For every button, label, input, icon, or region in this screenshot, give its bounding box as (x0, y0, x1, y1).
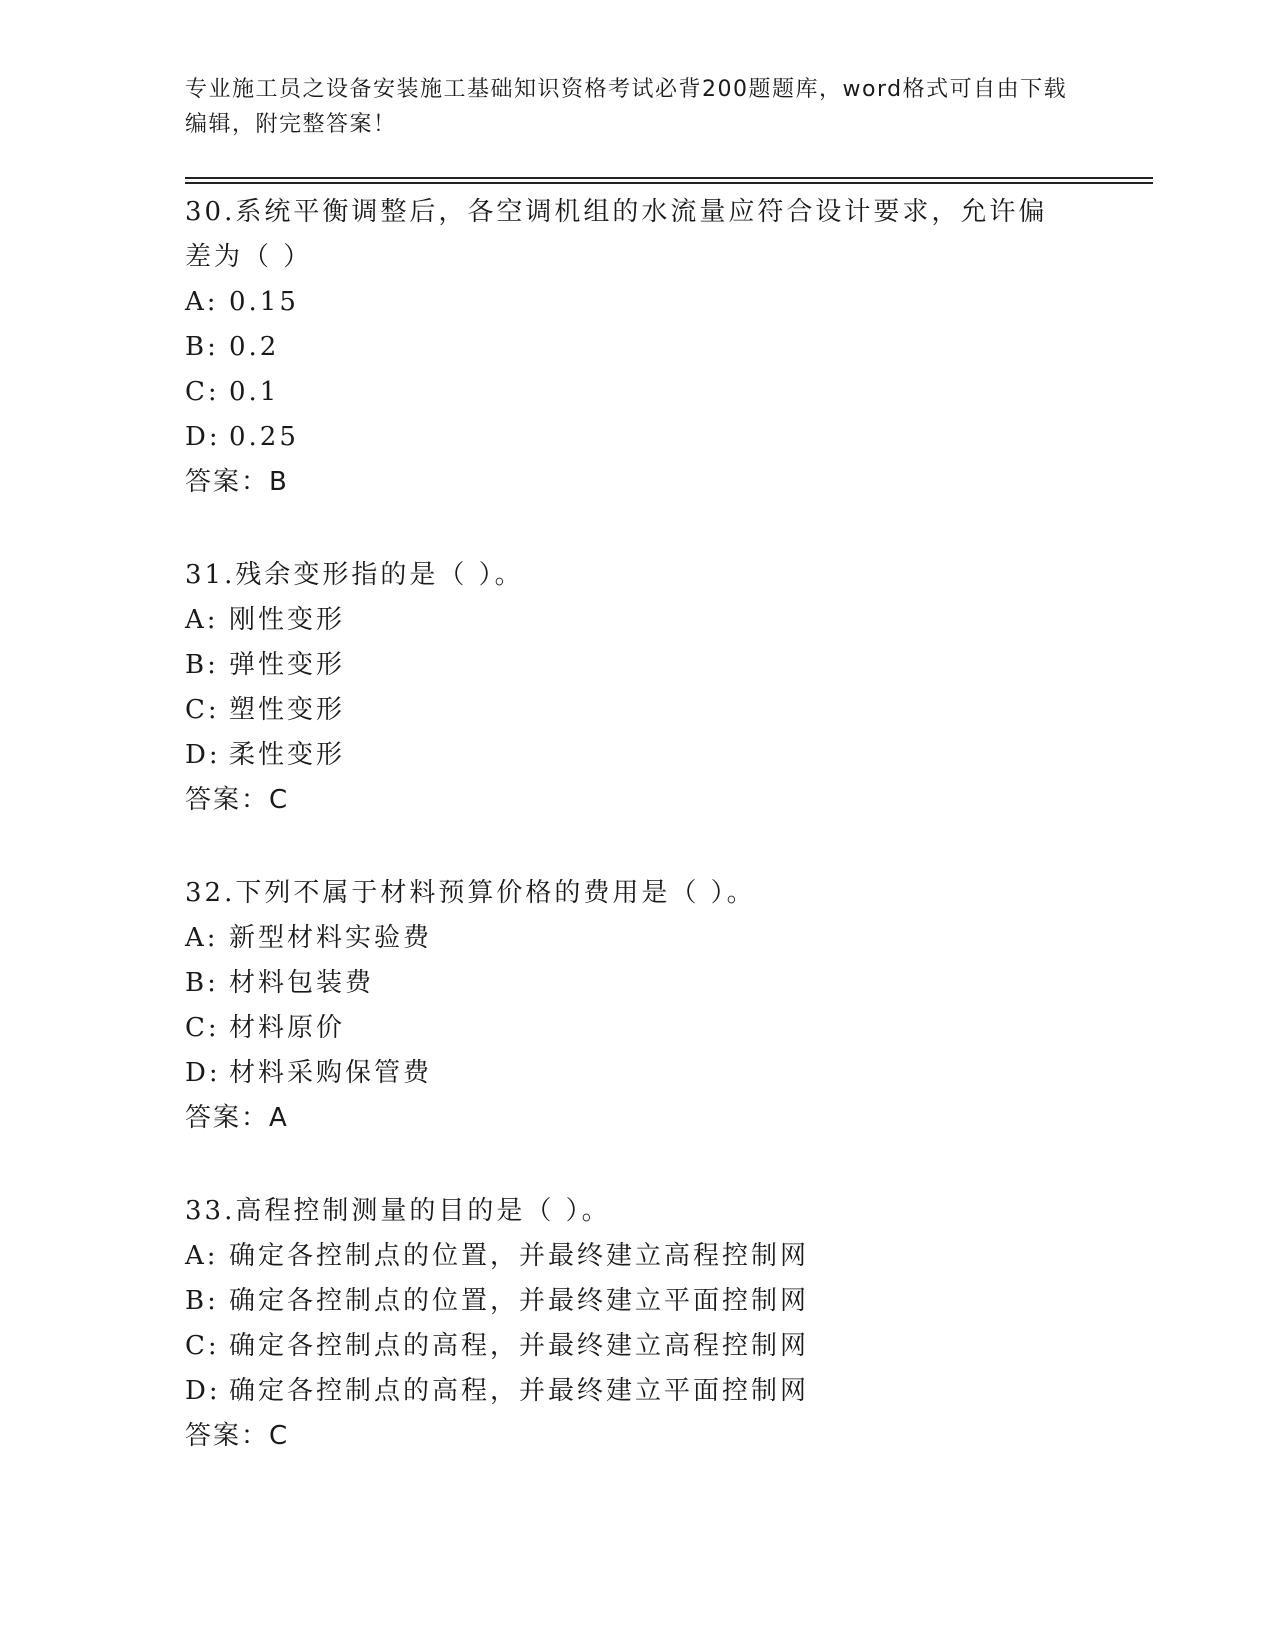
option-key: C: (185, 695, 220, 725)
option-text: 0.25 (229, 422, 299, 452)
option-text: 0.15 (229, 287, 299, 317)
option-text: 确定各控制点的位置，并最终建立高程控制网 (229, 1241, 810, 1271)
option-c (185, 688, 1075, 733)
option-a (185, 280, 1075, 325)
question-stem: 32.下列不属于材料预算价格的费用是（ ）。 (185, 878, 756, 908)
answer-line: 答案：C (185, 1421, 290, 1451)
option-a (185, 1234, 1075, 1279)
option-c (185, 370, 1075, 415)
option-d (185, 1369, 1075, 1414)
question-33 (185, 1189, 1075, 1459)
question-stem: 31.残余变形指的是（ ）。 (185, 560, 524, 590)
option-key: A: (185, 287, 219, 317)
document-header: 专业施工员之设备安装施工基础知识资格考试必背200题题库，word格式可自由下载编辑，附完整答案！ (185, 77, 1068, 137)
option-b (185, 961, 1075, 1006)
option-text: 柔性变形 (229, 740, 346, 770)
option-c (185, 1324, 1075, 1369)
option-d (185, 733, 1075, 778)
option-key: C: (185, 1013, 220, 1043)
question-32 (185, 871, 1075, 1141)
option-d (185, 415, 1075, 460)
option-text: 0.1 (229, 377, 280, 407)
option-key: C: (185, 1331, 220, 1361)
option-a (185, 916, 1075, 961)
option-key: D: (185, 1058, 221, 1088)
option-text: 确定各控制点的高程，并最终建立平面控制网 (229, 1376, 810, 1406)
option-key: A: (185, 923, 219, 953)
question-stem: 30.系统平衡调整后，各空调机组的水流量应符合设计要求，允许偏差为（ ） (185, 197, 1048, 272)
option-c (185, 1006, 1075, 1051)
question-stem: 33.高程控制测量的目的是（ ）。 (185, 1196, 611, 1226)
option-key: D: (185, 740, 221, 770)
option-text: 材料原价 (229, 1013, 346, 1043)
option-text: 0.2 (229, 332, 280, 362)
option-key: D: (185, 1376, 221, 1406)
header-divider-top (185, 177, 1153, 179)
question-31 (185, 553, 1075, 823)
option-text: 新型材料实验费 (229, 923, 433, 953)
option-text: 刚性变形 (229, 605, 346, 635)
option-key: B: (185, 650, 219, 680)
option-text: 确定各控制点的位置，并最终建立平面控制网 (229, 1286, 810, 1316)
question-30 (185, 190, 1075, 505)
answer-line: 答案：B (185, 467, 289, 497)
header-divider-bottom (185, 182, 1153, 184)
option-key: A: (185, 605, 219, 635)
option-key: B: (185, 332, 219, 362)
option-text: 弹性变形 (229, 650, 346, 680)
option-text: 确定各控制点的高程，并最终建立高程控制网 (229, 1331, 810, 1361)
option-key: C: (185, 377, 220, 407)
option-key: B: (185, 968, 219, 998)
option-text: 材料采购保管费 (229, 1058, 433, 1088)
option-b (185, 1279, 1075, 1324)
option-text: 材料包装费 (229, 968, 375, 998)
option-b (185, 643, 1075, 688)
option-key: B: (185, 1286, 219, 1316)
option-b (185, 325, 1075, 370)
option-key: A: (185, 1241, 219, 1271)
option-key: D: (185, 422, 221, 452)
answer-line: 答案：A (185, 1103, 289, 1133)
option-a (185, 598, 1075, 643)
option-d (185, 1051, 1075, 1096)
answer-line: 答案：C (185, 785, 290, 815)
option-text: 塑性变形 (229, 695, 346, 725)
